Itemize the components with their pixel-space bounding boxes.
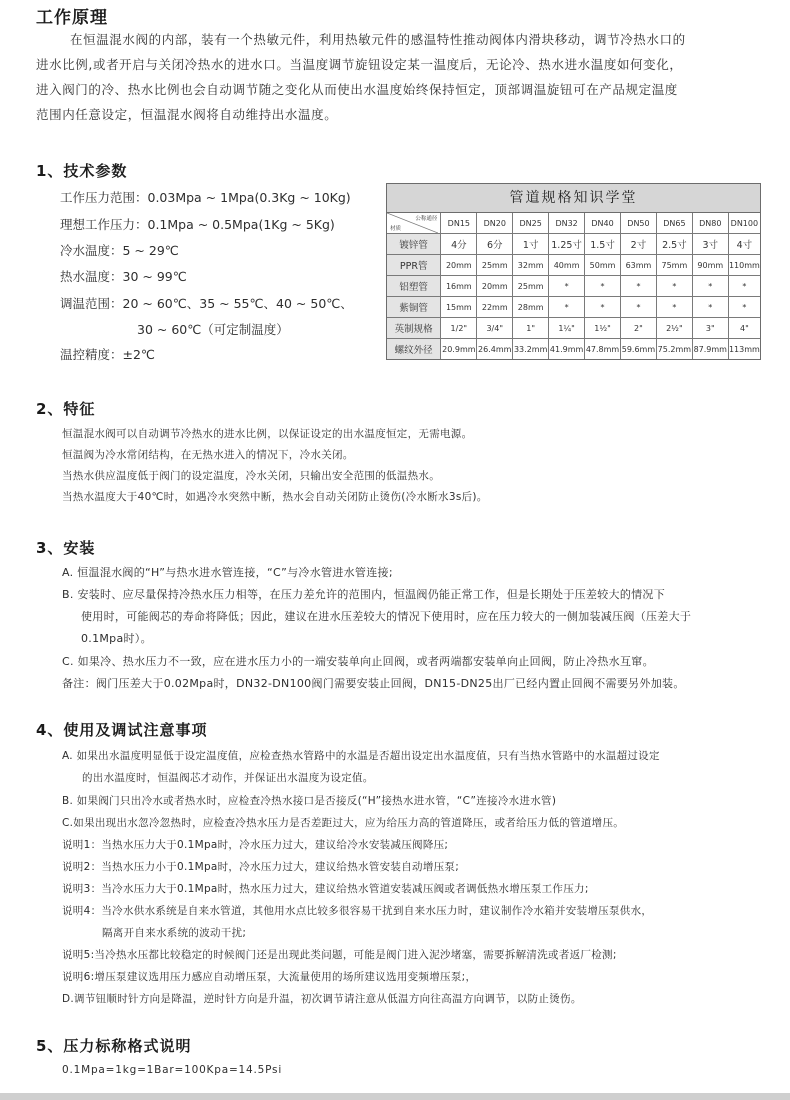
table-row: [387, 276, 760, 297]
table-cell: 59.6mm: [620, 339, 656, 360]
usage-title: 4、使用及调试注意事项: [36, 721, 208, 739]
table-cell: 1寸: [513, 234, 549, 255]
table-cell: *: [656, 276, 692, 297]
corner-label-material: 材质: [390, 226, 402, 232]
table-row: [387, 318, 760, 339]
principle-line: 进水比例,或者开启与关闭冷热水的进水口。当温度调节旋钮设定某一温度后，无论冷、热水进水温度如何变化，: [36, 57, 683, 72]
install-item-b-line: 0.1Mpa时）。: [81, 632, 152, 645]
param-hot-water-temp: 热水温度：30 ~ 99℃: [60, 269, 187, 284]
feature-line: 恒温阀为冷水常闭结构，在无热水进入的情况下，冷水关闭。: [62, 449, 354, 461]
table-cell: 3寸: [692, 234, 728, 255]
table-cell: 3/4": [477, 318, 513, 339]
table-cell: 1½": [585, 318, 621, 339]
table-cell: 25mm: [513, 276, 549, 297]
table-cell: 1.5寸: [585, 234, 621, 255]
row-header: 铝塑管: [387, 276, 441, 297]
table-cell: *: [585, 297, 621, 318]
table-cell: 3": [692, 318, 728, 339]
usage-item-d: D.调节钮顺时针方向是降温，逆时针方向是升温，初次调节请注意从低温方向往高温方向调节，以防止烫伤。: [62, 993, 582, 1005]
table-cell: 40mm: [549, 255, 585, 276]
usage-item-a-line: A. 如果出水温度明显低于设定温度值，应检查热水管路中的水温是否超出设定出水温度值，只有当热水管路中的水温超过设定: [62, 750, 660, 762]
principle-title: 工作原理: [36, 8, 108, 28]
table-cell: 50mm: [585, 255, 621, 276]
table-cell: 4寸: [728, 234, 760, 255]
bottom-divider: [0, 1093, 790, 1100]
column-header: DN40: [585, 213, 621, 234]
table-row: [387, 255, 760, 276]
usage-item-a-line: 的出水温度时，恒温阀芯才动作，并保证出水温度为设定值。: [82, 772, 374, 784]
table-cell: 2½": [656, 318, 692, 339]
table-cell: 22mm: [477, 297, 513, 318]
row-header: 螺纹外径: [387, 339, 441, 360]
principle-paragraph: [36, 27, 776, 127]
usage-item-b: B. 如果阀门只出冷水或者热水时，应检查冷热水接口是否接反(“H”接热水进水管，“C”连接冷水进水管): [62, 795, 557, 807]
param-temp-range: 调温范围：20 ~ 60℃、35 ~ 55℃、40 ~ 50℃、: [60, 296, 353, 311]
pipe-table-corner: [387, 213, 441, 234]
table-cell: 41.9mm: [549, 339, 585, 360]
param-temp-precision: 温控精度：±2℃: [60, 347, 155, 362]
table-cell: 32mm: [513, 255, 549, 276]
feature-line: 当热水供应温度低于阀门的设定温度，冷水关闭，只输出安全范围的低温热水。: [62, 470, 440, 482]
principle-line: 进入阀门的冷、热水比例也会自动调节随之变化从而使出水温度始终保持恒定，顶部调温旋钮可在产品规定温度: [36, 82, 678, 97]
table-cell: 2寸: [620, 234, 656, 255]
table-cell: 20mm: [441, 255, 477, 276]
table-cell: 1.25寸: [549, 234, 585, 255]
row-header: 紫铜管: [387, 297, 441, 318]
usage-note-1: 说明1：当热水压力大于0.1Mpa时，冷水压力过大，建议给冷水安装减压阀降压;: [62, 839, 449, 851]
feature-line: 恒温混水阀可以自动调节冷热水的进水比例，以保证设定的出水温度恒定，无需电源。: [62, 428, 473, 440]
table-cell: *: [620, 297, 656, 318]
pipe-spec-table: [386, 183, 761, 360]
table-cell: 1¼": [549, 318, 585, 339]
table-cell: 20mm: [477, 276, 513, 297]
install-item-b-line: 使用时，可能阀芯的寿命将降低；因此，建议在进水压差较大的情况下使用时，应在压力较大的一侧加装减压阀（压差大于: [81, 610, 692, 623]
table-cell: 2": [620, 318, 656, 339]
pipe-table-title: 管道规格知识学堂: [387, 184, 760, 213]
usage-note-6: 说明6:增压泵建议选用压力感应自动增压泵，大流量使用的场所建议选用变频增压泵;，: [62, 971, 477, 983]
table-cell: *: [728, 297, 760, 318]
usage-note-4-line: 隔离开自来水系统的波动干扰;: [102, 927, 247, 939]
table-row: [387, 297, 760, 318]
usage-note-2: 说明2：当热水压力小于0.1Mpa时，冷水压力过大，建议给热水管安装自动增压泵;: [62, 861, 460, 873]
table-cell: 6分: [477, 234, 513, 255]
column-header: DN15: [441, 213, 477, 234]
principle-line: 在恒温混水阀的内部，装有一个热敏元件，利用热敏元件的感温特性推动阀体内滑块移动，调节冷热水口的: [70, 32, 686, 47]
table-cell: *: [692, 297, 728, 318]
table-cell: 33.2mm: [513, 339, 549, 360]
feature-line: 当热水温度大于40℃时，如遇冷水突然中断，热水会自动关闭防止烫伤(冷水断水3s后)。: [62, 491, 488, 503]
table-cell: 16mm: [441, 276, 477, 297]
column-header: DN20: [477, 213, 513, 234]
table-cell: 47.8mm: [585, 339, 621, 360]
table-cell: 113mm: [728, 339, 760, 360]
table-cell: 110mm: [728, 255, 760, 276]
column-header: DN25: [513, 213, 549, 234]
row-header: 英制规格: [387, 318, 441, 339]
principle-line: 范围内任意设定，恒温混水阀将自动维持出水温度。: [36, 107, 338, 122]
param-cold-water-temp: 冷水温度：5 ~ 29℃: [60, 243, 179, 258]
usage-item-c: C.如果出现出水忽冷忽热时，应检查冷热水压力是否差距过大，应为给压力高的管道降压，或者给压力低的管道增压。: [62, 817, 625, 829]
table-cell: 1": [513, 318, 549, 339]
param-ideal-pressure: 理想工作压力：0.1Mpa ~ 0.5Mpa(1Kg ~ 5Kg): [60, 217, 335, 232]
table-cell: 75mm: [656, 255, 692, 276]
column-header: DN32: [549, 213, 585, 234]
install-item-c: C. 如果冷、热水压力不一致，应在进水压力小的一端安装单向止回阀，或者两端都安装单向止回阀，防止冷热水互窜。: [62, 655, 654, 668]
tech-title: 1、技术参数: [36, 162, 128, 180]
pipe-table-grid: [387, 213, 760, 359]
features-title: 2、特征: [36, 400, 96, 418]
table-cell: 25mm: [477, 255, 513, 276]
usage-note-4-line: 说明4：当冷水供水系统是自来水管道，其他用水点比较多很容易干扰到自来水压力时，建议制作冷水箱并安装增压泵供水，: [62, 905, 653, 917]
table-cell: *: [585, 276, 621, 297]
table-cell: 4分: [441, 234, 477, 255]
install-note: 备注：阀门压差大于0.02Mpa时，DN32-DN100阀门需要安装止回阀，DN15-DN25出厂已经内置止回阀不需要另外加装。: [62, 677, 685, 690]
pressure-title: 5、压力标称格式说明: [36, 1037, 192, 1055]
row-header: 镀锌管: [387, 234, 441, 255]
table-cell: 1/2": [441, 318, 477, 339]
table-cell: *: [656, 297, 692, 318]
install-item-a: A. 恒温混水阀的“H”与热水进水管连接，“C”与冷水管进水管连接;: [62, 566, 393, 579]
table-cell: 20.9mm: [441, 339, 477, 360]
column-header: DN80: [692, 213, 728, 234]
table-cell: 87.9mm: [692, 339, 728, 360]
table-row: [387, 339, 760, 360]
table-cell: 4": [728, 318, 760, 339]
table-cell: 15mm: [441, 297, 477, 318]
table-cell: 26.4mm: [477, 339, 513, 360]
param-temp-range-custom: 30 ~ 60℃（可定制温度）: [137, 322, 289, 337]
column-header: DN50: [620, 213, 656, 234]
table-cell: *: [620, 276, 656, 297]
column-header: DN65: [656, 213, 692, 234]
param-working-pressure: 工作压力范围：0.03Mpa ~ 1Mpa(0.3Kg ~ 10Kg): [60, 190, 351, 205]
table-cell: *: [692, 276, 728, 297]
usage-note-5: 说明5:当冷热水压都比较稳定的时候阀门还是出现此类问题，可能是阀门进入泥沙堵塞，需要拆解清洗或者返厂检测;: [62, 949, 617, 961]
table-cell: *: [728, 276, 760, 297]
column-header: DN100: [728, 213, 760, 234]
pressure-text: 0.1Mpa=1kg=1Bar=100Kpa=14.5Psi: [62, 1064, 283, 1076]
table-row: [387, 234, 760, 255]
install-item-b-line: B. 安装时、应尽量保持冷热水压力相等，在压力差允许的范围内，恒温阀仍能正常工作，但是长期处于压差较大的情况下: [62, 588, 666, 601]
usage-note-3: 说明3：当冷水压力大于0.1Mpa时，热水压力过大，建议给热水管道安装减压阀或者调低热水增压泵工作压力;: [62, 883, 589, 895]
table-cell: 28mm: [513, 297, 549, 318]
table-cell: 90mm: [692, 255, 728, 276]
install-title: 3、安装: [36, 539, 96, 557]
table-cell: 75.2mm: [656, 339, 692, 360]
table-cell: *: [549, 276, 585, 297]
table-cell: *: [549, 297, 585, 318]
row-header: PPR管: [387, 255, 441, 276]
corner-label-diameter: 公称通径: [415, 216, 438, 222]
pipe-table-header-row: [387, 213, 760, 234]
table-cell: 63mm: [620, 255, 656, 276]
table-cell: 2.5寸: [656, 234, 692, 255]
